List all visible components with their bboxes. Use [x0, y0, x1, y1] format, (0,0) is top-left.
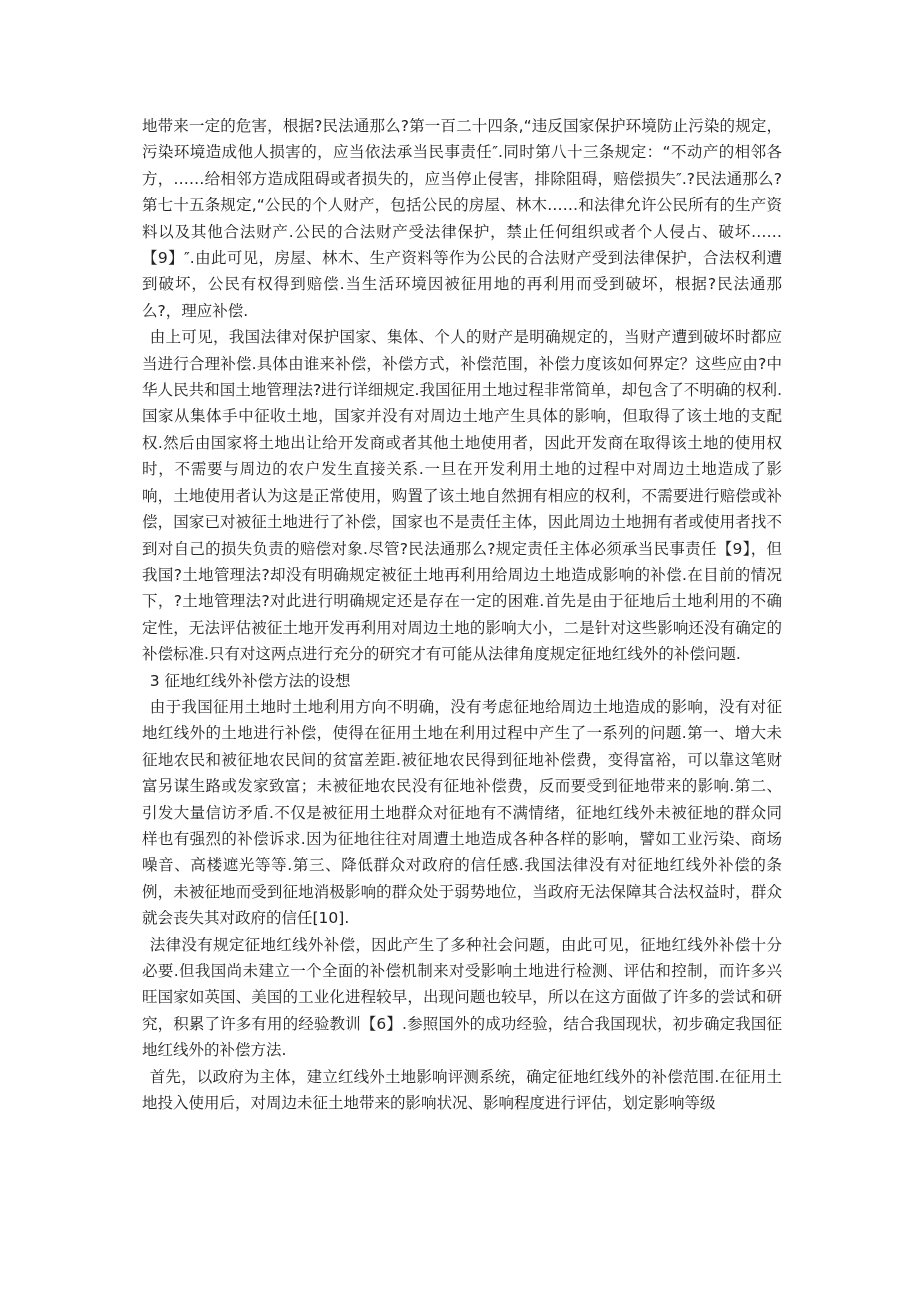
paragraph-legal-analysis: 由上可见，我国法律对保护国家、集体、个人的财产是明确规定的，当财产遭到破坏时都应当进行合理补偿.具体由谁来补偿，补偿方式，补偿范围，补偿力度该如何界定？这些应由?中华人民共和国土地管理法?进行详细规定.我国征用土地过程非常简单，却包含了不明确的权利.国家从集体手中征收土地，国家并没有对周边土地产生具体的影响，但取得了该土地的支配权.然后由国家将土地出让给开发商或者其他土地使用者，因此开发商在取得该土地的使用权时，不需要与周边的农户发生直接关系.一旦在开发利用土地的过程中对周边土地造成了影响，土地使用者认为这是正常使用，购置了该土地自然拥有相应的权利，不需要进行赔偿或补偿，国家已对被征土地进行了补偿，国家也不是责任主体，因此周边土地拥有者或使用者找不到对自己的损失负责的赔偿对象.尽管?民法通那么?规定责任主体必须承当民事责任【9】，但我国?土地管理法?却没有明确规定被征土地再利用给周边土地造成影响的补偿.在目前的情况下，?土地管理法?对此进行明确规定还是存在一定的困难.首先是由于征地后土地利用的不确定性，无法评估被征土地开发再利用对周边土地的影响大小，二是针对这些影响还没有确定的补偿标准.只有对这两点进行充分的研究才有可能从法律角度规定征地红线外的补偿问题. — [142, 328, 782, 664]
section-heading: 3 征地红线外补偿方法的设想 — [149, 671, 351, 690]
paragraph-first-method: 首先，以政府为主体，建立红线外土地影响评测系统，确定征地红线外的补偿范围.在征用土地投入使用后，对周边未征土地带来的影响状况、影响程度进行评估，划定影响等级 — [142, 1067, 782, 1113]
paragraph-problems: 由于我国征用土地时土地利用方向不明确，没有考虑征地给周边土地造成的影响，没有对征地红线外的土地进行补偿，使得在征用土地在利用过程中产生了一系列的问题.第一、增大未征地农民和被征地农民间的贫富差距.被征地农民得到征地补偿费，变得富裕，可以靠这笔财富另谋生路或发家致富；未被征地农民没有征地补偿费，反而要受到征地带来的影响.第二、引发大量信访矛盾.不仅是被征用土地群众对征地有不满情绪，征地红线外未被征地的群众同样也有强烈的补偿诉求.因为征地往往对周遭土地造成各种各样的影响，譬如工业污染、商场噪音、高楼遮光等等.第三、降低群众对政府的信任感.我国法律没有对征地红线外补偿的条例，未被征地而受到征地消极影响的群众处于弱势地位，当政府无法保障其合法权益时，群众就会丧失其对政府的信任[10]. — [142, 697, 782, 928]
paragraph-necessity: 法律没有规定征地红线外补偿，因此产生了多种社会问题，由此可见，征地红线外补偿十分必要.但我国尚未建立一个全面的补偿机制来对受影响土地进行检测、评估和控制，而许多兴旺国家如英国、美国的工业化进程较早，出现问题也较早，所以在这方面做了许多的尝试和研究，积累了许多有用的经验教训【6】.参照国外的成功经验，结合我国现状，初步确定我国征地红线外的补偿方法. — [142, 935, 782, 1060]
document-body — [142, 113, 782, 1116]
paragraph-continuation: 地带来一定的危害，根据?民法通那么?第一百二十四条,“违反国家保护环境防止污染的规定，污染环境造成他人损害的，应当依法承当民事责任″.同时第八十三条规定：“不动产的相邻各方，……给相邻方造成阻碍或者损失的，应当停止侵害，排除阻碍，赔偿损失″.?民法通那么?第七十五条规定,“公民的个人财产，包括公民的房屋、林木……和法律允许公民所有的生产资料以及其他合法财产.公民的合法财产受法律保护，禁止任何组织或者个人侵占、破坏……【9】″.由此可见，房屋、林木、生产资料等作为公民的合法财产受到法律保护，合法权利遭到破坏，公民有权得到赔偿.当生活环境因被征用地的再利用而受到破坏，根据?民法通那么?，理应补偿. — [142, 117, 782, 320]
